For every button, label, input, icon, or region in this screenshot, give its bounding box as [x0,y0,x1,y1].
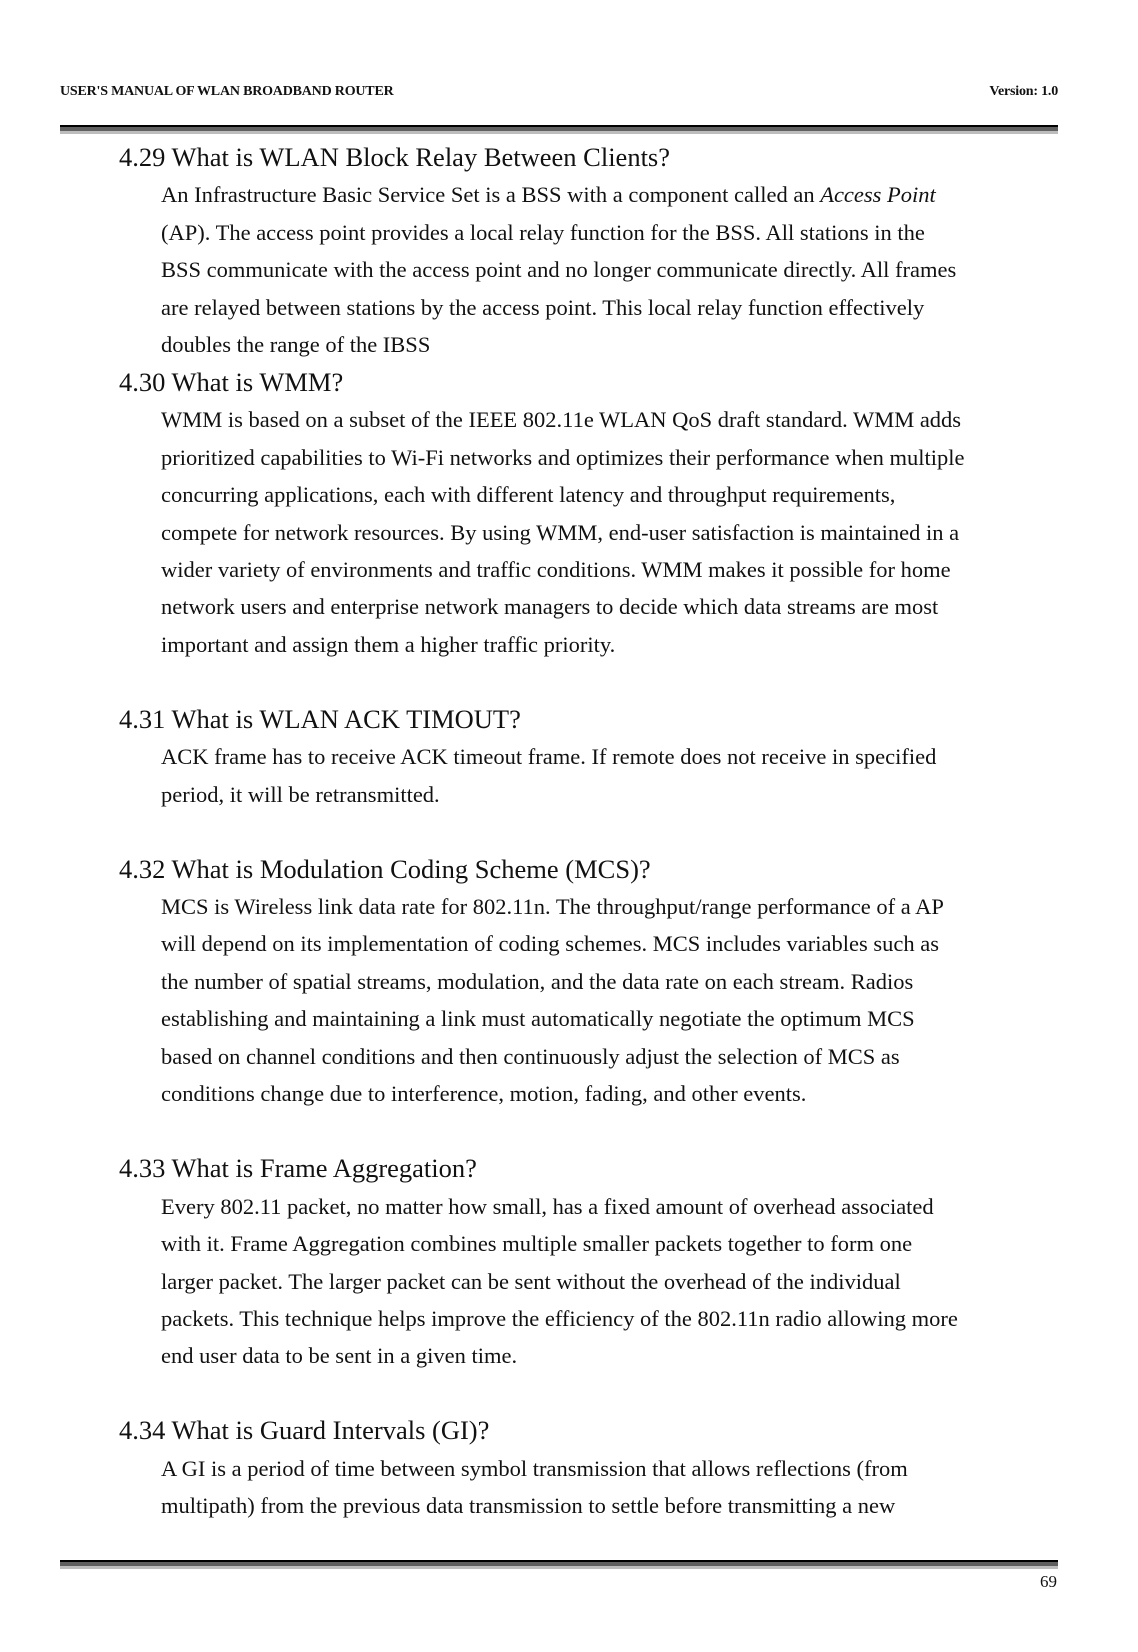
footer-rule [60,1560,1058,1569]
body-line: prioritized capabilities to Wi-Fi networks and optimizes their performance when multiple [161,444,965,470]
body-line: multipath) from the previous data transmission to settle before transmitting a new [161,1493,896,1519]
document-body [0,139,1138,1525]
body-line: (AP). The access point provides a local relay function for the BSS. All stations in the [161,219,925,245]
body-line: BSS communicate with the access point and no longer communicate directly. All frames [161,257,957,283]
page-header [60,84,1058,100]
body-line: will depend on its implementation of coding schemes. MCS includes variables such as [161,931,939,957]
section-heading: 4.32 What is Modulation Coding Scheme (MCS)? [119,853,651,884]
body-line: with it. Frame Aggregation combines multiple smaller packets together to form one [161,1231,913,1257]
page-number: 69 [1040,1572,1057,1591]
body-line: network users and enterprise network managers to decide which data streams are most [161,594,939,620]
body-line: Every 802.11 packet, no matter how small, has a fixed amount of overhead associated [161,1193,934,1219]
body-line: MCS is Wireless link data rate for 802.11n. The throughput/range performance of a AP [161,894,944,920]
version-label: Version: 1.0 [989,84,1058,99]
body-line: A GI is a period of time between symbol transmission that allows reflections (from [161,1455,908,1481]
body-line: packets. This technique helps improve the efficiency of the 802.11n radio allowing more [161,1306,958,1331]
body-line: WMM is based on a subset of the IEEE 802.11e WLAN QoS draft standard. WMM adds [161,407,962,433]
body-line: compete for network resources. By using WMM, end-user satisfaction is maintained in a [161,519,960,545]
section-heading: 4.33 What is Frame Aggregation? [119,1153,477,1184]
italic-term: Access Point [820,182,936,208]
body-line: based on channel conditions and then continuously adjust the selection of MCS as [161,1043,900,1069]
body-line: important and assign them a higher traffic priority. [161,631,616,657]
section-heading: 4.34 What is Guard Intervals (GI)? [119,1415,490,1446]
body-line: doubles the range of the IBSS [161,332,431,358]
body-line: establishing and maintaining a link must automatically negotiate the optimum MCS [161,1006,915,1032]
header-rule [60,125,1058,134]
body-line: are relayed between stations by the access point. This local relay function effectively [161,294,925,320]
body-line: wider variety of environments and traffic conditions. WMM makes it possible for home [161,556,951,582]
section-heading: 4.30 What is WMM? [119,366,344,397]
body-line: larger packet. The larger packet can be sent without the overhead of the individual [161,1268,901,1294]
body-line: end user data to be sent in a given time. [161,1343,518,1369]
body-line: period, it will be retransmitted. [161,781,440,807]
body-text: An Infrastructure Basic Service Set is a BSS with a component called an [161,182,821,208]
body-line: ACK frame has to receive ACK timeout frame. If remote does not receive in specified [161,744,937,770]
body-line: conditions change due to interference, motion, fading, and other events. [161,1081,807,1107]
body-line [0,176,1138,213]
body-line: concurring applications, each with different latency and throughput requirements, [161,482,896,508]
section-heading: 4.31 What is WLAN ACK TIMOUT? [119,703,521,734]
manual-title: USER'S MANUAL OF WLAN BROADBAND ROUTER [60,84,394,99]
body-line: the number of spatial streams, modulation, and the data rate on each stream. Radios [161,968,914,994]
section-heading: 4.29 What is WLAN Block Relay Between Clients? [119,142,671,172]
